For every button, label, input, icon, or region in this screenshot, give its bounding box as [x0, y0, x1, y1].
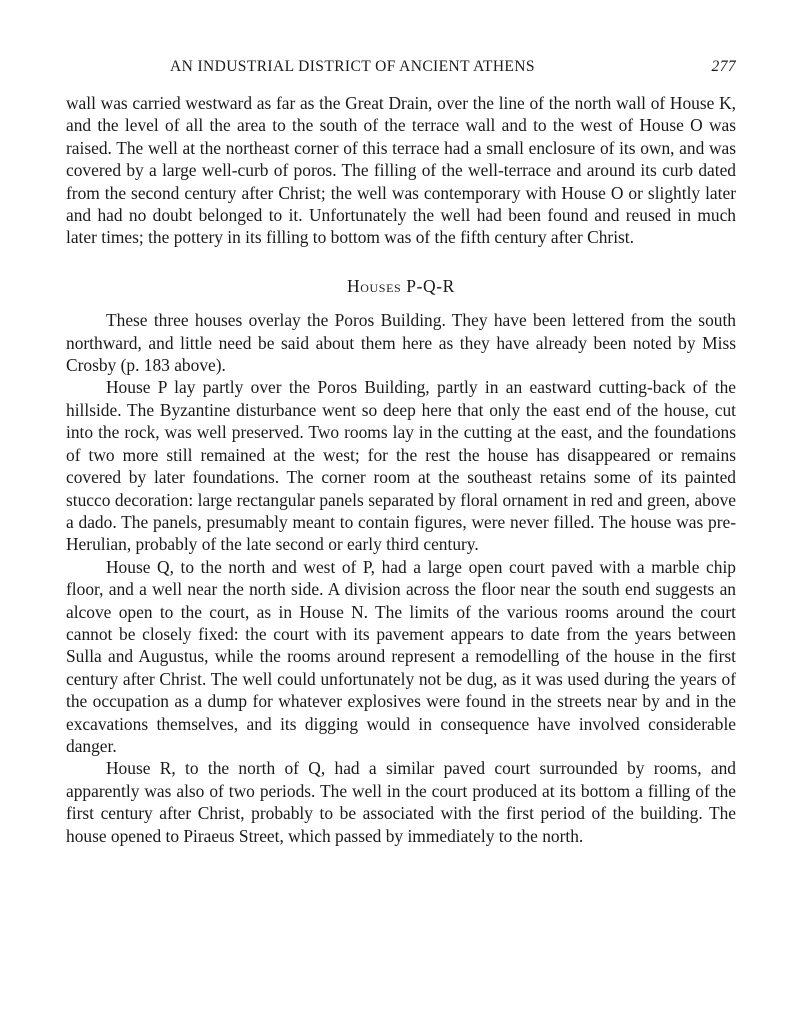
page-number: 277: [711, 58, 736, 75]
paragraph: House P lay partly over the Poros Building, partly in an eastward cutting-back of the hillside. The Byzantine disturbance went so deep here that only the east end of the house, cut into the rock, was well preserved. Two rooms lay in the cutting at the east, and the foundations of two more still remained at the west; for the rest the house has disappeared or remains covered by later foundations. The corner room at the southeast retains some of its painted stucco decoration: large rectangular panels separated by floral ornament in red and green, above a dado. The panels, presumably meant to contain figures, were never filled. The house was pre-Herulian, probably of the late second or early third century.: [66, 377, 736, 555]
page: [66, 56, 736, 847]
body-text: [66, 92, 736, 847]
section-heading: Houses P-Q-R: [347, 275, 455, 296]
paragraph: House R, to the north of Q, had a similar paved court surrounded by rooms, and apparently was also of two periods. The well in the court produced at its bottom a filling of the first century after Christ, probably to be associated with the first period of the building. The house opened to Piraeus Street, which passed by immediately to the north.: [66, 758, 736, 846]
running-head: [66, 56, 736, 82]
paragraph: House Q, to the north and west of P, had a large open court paved with a marble chip floor, and a well near the north side. A division across the floor near the south end suggests an alcove open to the court, as in House N. The limits of the various rooms around the court cannot be closely fixed: the court with its pavement appears to date from the years between Sulla and Augustus, while the rooms around represent a remodelling of the house in the first century after Christ. The well could unfortunately not be dug, as it was used during the years of the occupation as a dump for whatever explosives were found in the streets near by and in the excavations themselves, and its digging would in consequence have involved considerable danger.: [66, 556, 736, 756]
paragraph: These three houses overlay the Poros Building. They have been lettered from the south northward, and little need be said about them here as they have already been noted by Miss Crosby (p. 183 above).: [66, 310, 736, 376]
running-title: AN INDUSTRIAL DISTRICT OF ANCIENT ATHENS: [170, 58, 535, 75]
continued-paragraph: wall was carried westward as far as the Great Drain, over the line of the north wall of House K, and the level of all the area to the south of the terrace wall and to the west of House O was raised. The well at the northeast corner of this terrace had a small enclosure of its own, and was covered by a large well-curb of poros. The filling of the well-terrace and around its curb dated from the second century after Christ; the well was contemporary with House O or slightly later and had no doubt belonged to it. Unfortunately the well had been found and reused in much later times; the pottery in its filling to bottom was of the fifth century after Christ.: [66, 93, 736, 248]
